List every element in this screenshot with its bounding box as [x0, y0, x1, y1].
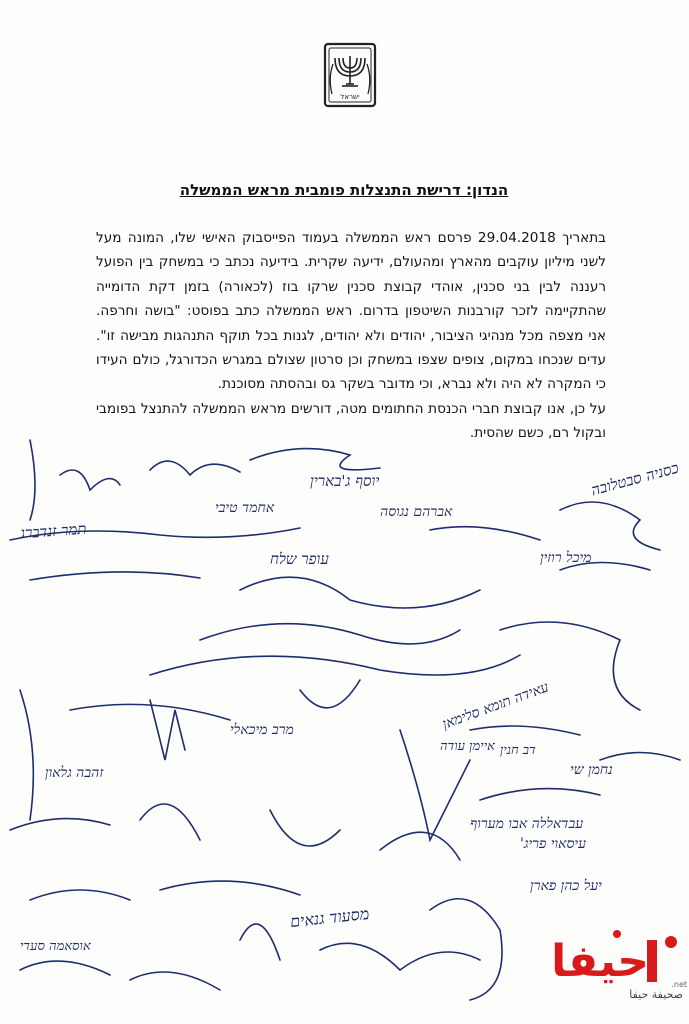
letter-subject: הנדון: דרישת התנצלות פומבית מראש הממשלה — [179, 181, 509, 199]
signature: אוסאמה סעדי — [20, 939, 91, 954]
signature: אחמד טיבי — [215, 500, 275, 516]
signature: תמר זנדברג — [19, 519, 88, 543]
signature: מרב מיכאלי — [230, 722, 294, 738]
signature: מיכל רוזין — [540, 550, 592, 566]
signature: עבדאללה אבו מערוף — [470, 816, 584, 832]
haifa-news-logo — [497, 922, 687, 1008]
letter-paragraph-2: על כן, אנו קבוצת חברי הכנסת החתומים מטה, דורשים מראש הממשלה להתנצל בפומבי ובקול רם, כשם שהסית. — [96, 400, 606, 442]
signature: מסעוד גנאים — [289, 903, 371, 932]
signature: כסניה סבטלובה — [589, 458, 681, 500]
signature: עיסאוי פריג' — [520, 836, 587, 852]
letter-body — [96, 226, 606, 446]
signature: זהבה גלאון — [45, 765, 104, 781]
letter-paragraph-1: בתאריך 29.04.2018 פרסם ראש הממשלה בעמוד הפייסבוק האישי שלו, המונה מעל לשני מיליון עוקבים מהארץ ומהעולם, ידיעה שקרית. בידיעה נכתב כי במשחק בין הפועל רעננה לבין בני סכנין, אוהדי קבוצת סכנין שרקו בוז (לכאורה) בזמן דקת הדומייה שהתקיימה לזכר קורבנות השיטפון בדרום. ראש הממשלה כתב בפוסט: "בושה וחרפה. אני מצפה מכל מנהיגי הציבור, יהודים ולא יהודים, לגנות בכל תוקף התנהגות מבישה זו". עדים שנכחו במקום, צופים שצפו במשחק וכן סרטון שצולם במגרש הכדורגל, כולם העידו כי המקרה לא היה ולא נברא, וכי מדובר בשקר גס ובהסתה מסוכנת. — [96, 230, 606, 393]
logo-domain: .net — [671, 980, 687, 989]
signature: איימן עודה — [440, 739, 495, 754]
logo-brand: حيفا — [551, 936, 649, 987]
signature: יעל כהן פארן — [530, 878, 602, 894]
logo-tagline: صحيفة حيفا — [629, 988, 683, 1001]
signature: אברהם נגוסה — [380, 504, 453, 520]
signature: עופר שלח — [270, 550, 329, 568]
state-of-israel-emblem-icon — [322, 42, 378, 112]
signature: דב חנין — [500, 743, 536, 758]
signature: יוסף ג'בארין — [310, 472, 380, 490]
signature: נחמן שי — [570, 762, 613, 778]
emblem-caption: ישראל — [340, 93, 360, 101]
signature: עאידה תומא סלימאן — [440, 679, 551, 733]
